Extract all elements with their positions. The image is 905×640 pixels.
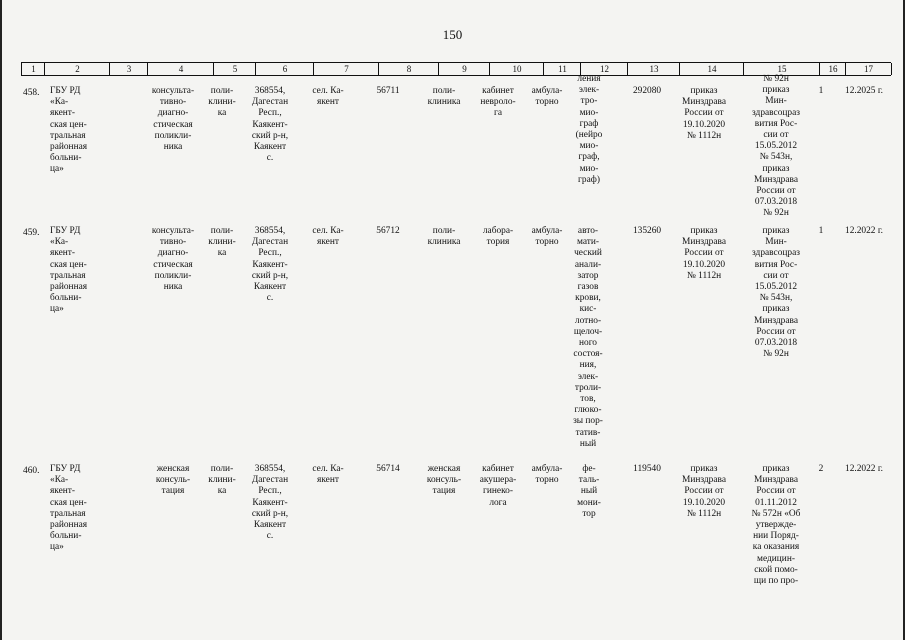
address-cell: 368554, Дагестан Респ., Каякент- ский р-н, Каякент с. xyxy=(251,86,289,164)
order-15-cell: № 92н приказ Мин- здравсоцраз вития Рос- сии от 15.05.2012 № 543н, приказ Минздрава России от 07.03.2018 № 92н xyxy=(752,74,800,219)
facility-type-cell: поли- клини- ка xyxy=(208,86,236,119)
header-col-12: 12 xyxy=(580,63,628,75)
address-cell: 368554, Дагестан Респ., Каякент- ский р-н, Каякент с. xyxy=(251,226,289,304)
code-cell: 56711 xyxy=(376,86,400,96)
header-col-16: 16 xyxy=(819,63,846,75)
header-col-5: 5 xyxy=(213,63,256,75)
organization-cell: ГБУ РД «Ка- якент- ская цен- тральная районная больни- ца» xyxy=(50,86,88,175)
facility-type-cell: поли- клини- ка xyxy=(208,464,236,497)
header-col-10: 10 xyxy=(489,63,544,75)
order-15-cell: приказ Мин- здравсоцраз вития Рос- сии от 15.05.2012 № 543н, приказ Минздрава России от 07.03.2018 № 92н xyxy=(752,226,800,360)
equipment-cell: ления элек- тро- мио- граф (нейро мио- граф, мио- граф) xyxy=(575,74,603,185)
care-form-cell: амбула- торно xyxy=(531,464,563,486)
header-col-7: 7 xyxy=(313,63,379,75)
header-col-17: 17 xyxy=(845,63,892,75)
header-col-3: 3 xyxy=(109,63,148,75)
equipment-cell: фе- таль- ный мони- тор xyxy=(577,464,601,519)
room-cell: кабинет акушера- гинеко- лога xyxy=(479,464,517,508)
header-col-15: 15 xyxy=(743,63,820,75)
organization-cell: ГБУ РД «Ка- якент- ская цен- тральная районная больни- ца» xyxy=(50,464,88,553)
room-cell: лабора- тория xyxy=(482,226,514,248)
locality-cell: сел. Ка- якент xyxy=(312,86,344,108)
order-14-cell: приказ Минздрава России от 19.10.2020 № 1112н xyxy=(682,226,726,281)
date-cell: 12.2022 г. xyxy=(845,226,883,236)
header-col-9: 9 xyxy=(438,63,490,75)
row-number: 460. xyxy=(23,466,40,476)
division-cell: женская консуль- тация xyxy=(155,464,191,497)
page-number: 150 xyxy=(442,27,463,42)
address-cell: 368554, Дагестан Респ., Каякент- ский р-н, Каякент с. xyxy=(251,464,289,542)
scan-edge-left xyxy=(0,0,2,640)
row-number: 459. xyxy=(23,228,40,238)
code-cell: 56714 xyxy=(376,464,400,474)
locality-cell: сел. Ка- якент xyxy=(312,464,344,486)
quantity-cell: 1 xyxy=(818,86,824,96)
header-col-1: 1 xyxy=(21,63,45,75)
header-col-14: 14 xyxy=(679,63,744,75)
date-cell: 12.2025 г. xyxy=(845,86,883,96)
date-cell: 12.2022 г. xyxy=(845,464,883,474)
header-col-2: 2 xyxy=(44,63,110,75)
header-col-13: 13 xyxy=(627,63,680,75)
price-cell: 119540 xyxy=(633,464,661,474)
division-cell: консульта- тивно- диагно- стическая поликли- ника xyxy=(151,226,195,293)
header-col-8: 8 xyxy=(378,63,439,75)
order-14-cell: приказ Минздрава России от 19.10.2020 № 1112н xyxy=(682,86,726,141)
facility-type-cell: поли- клини- ка xyxy=(208,226,236,259)
room-cell: кабинет невроло- га xyxy=(480,86,516,119)
equipment-cell: авто- мати- ческий анали- затор газов крови, кис- лотно- щелоч- ного состоя- ния, элек- троли- тов, глюко- зы пор- татив- ный xyxy=(573,226,603,449)
unit-cell: женская консуль- тация xyxy=(426,464,462,497)
order-14-cell: приказ Минздрава России от 19.10.2020 № 1112н xyxy=(682,464,726,519)
organization-cell: ГБУ РД «Ка- якент- ская цен- тральная районная больни- ца» xyxy=(50,226,88,315)
care-form-cell: амбула- торно xyxy=(531,86,563,108)
unit-cell: поли- клиника xyxy=(427,226,461,248)
locality-cell: сел. Ка- якент xyxy=(312,226,344,248)
code-cell: 56712 xyxy=(376,226,400,236)
division-cell: консульта- тивно- диагно- стическая поликли- ника xyxy=(151,86,195,153)
order-15-cell: приказ Минздрава России от 01.11.2012 № 572н «Об утвержде- нии Поряд- ка оказания медицин- ской помо- щи по про- xyxy=(751,464,801,587)
unit-cell: поли- клиника xyxy=(427,86,461,108)
header-col-6: 6 xyxy=(255,63,314,75)
quantity-cell: 1 xyxy=(818,226,824,236)
price-cell: 135260 xyxy=(632,226,662,236)
row-number: 458. xyxy=(23,88,40,98)
header-col-4: 4 xyxy=(147,63,214,75)
header-col-11: 11 xyxy=(543,63,581,75)
care-form-cell: амбула- торно xyxy=(531,226,563,248)
price-cell: 292080 xyxy=(632,86,662,96)
quantity-cell: 2 xyxy=(818,464,824,474)
